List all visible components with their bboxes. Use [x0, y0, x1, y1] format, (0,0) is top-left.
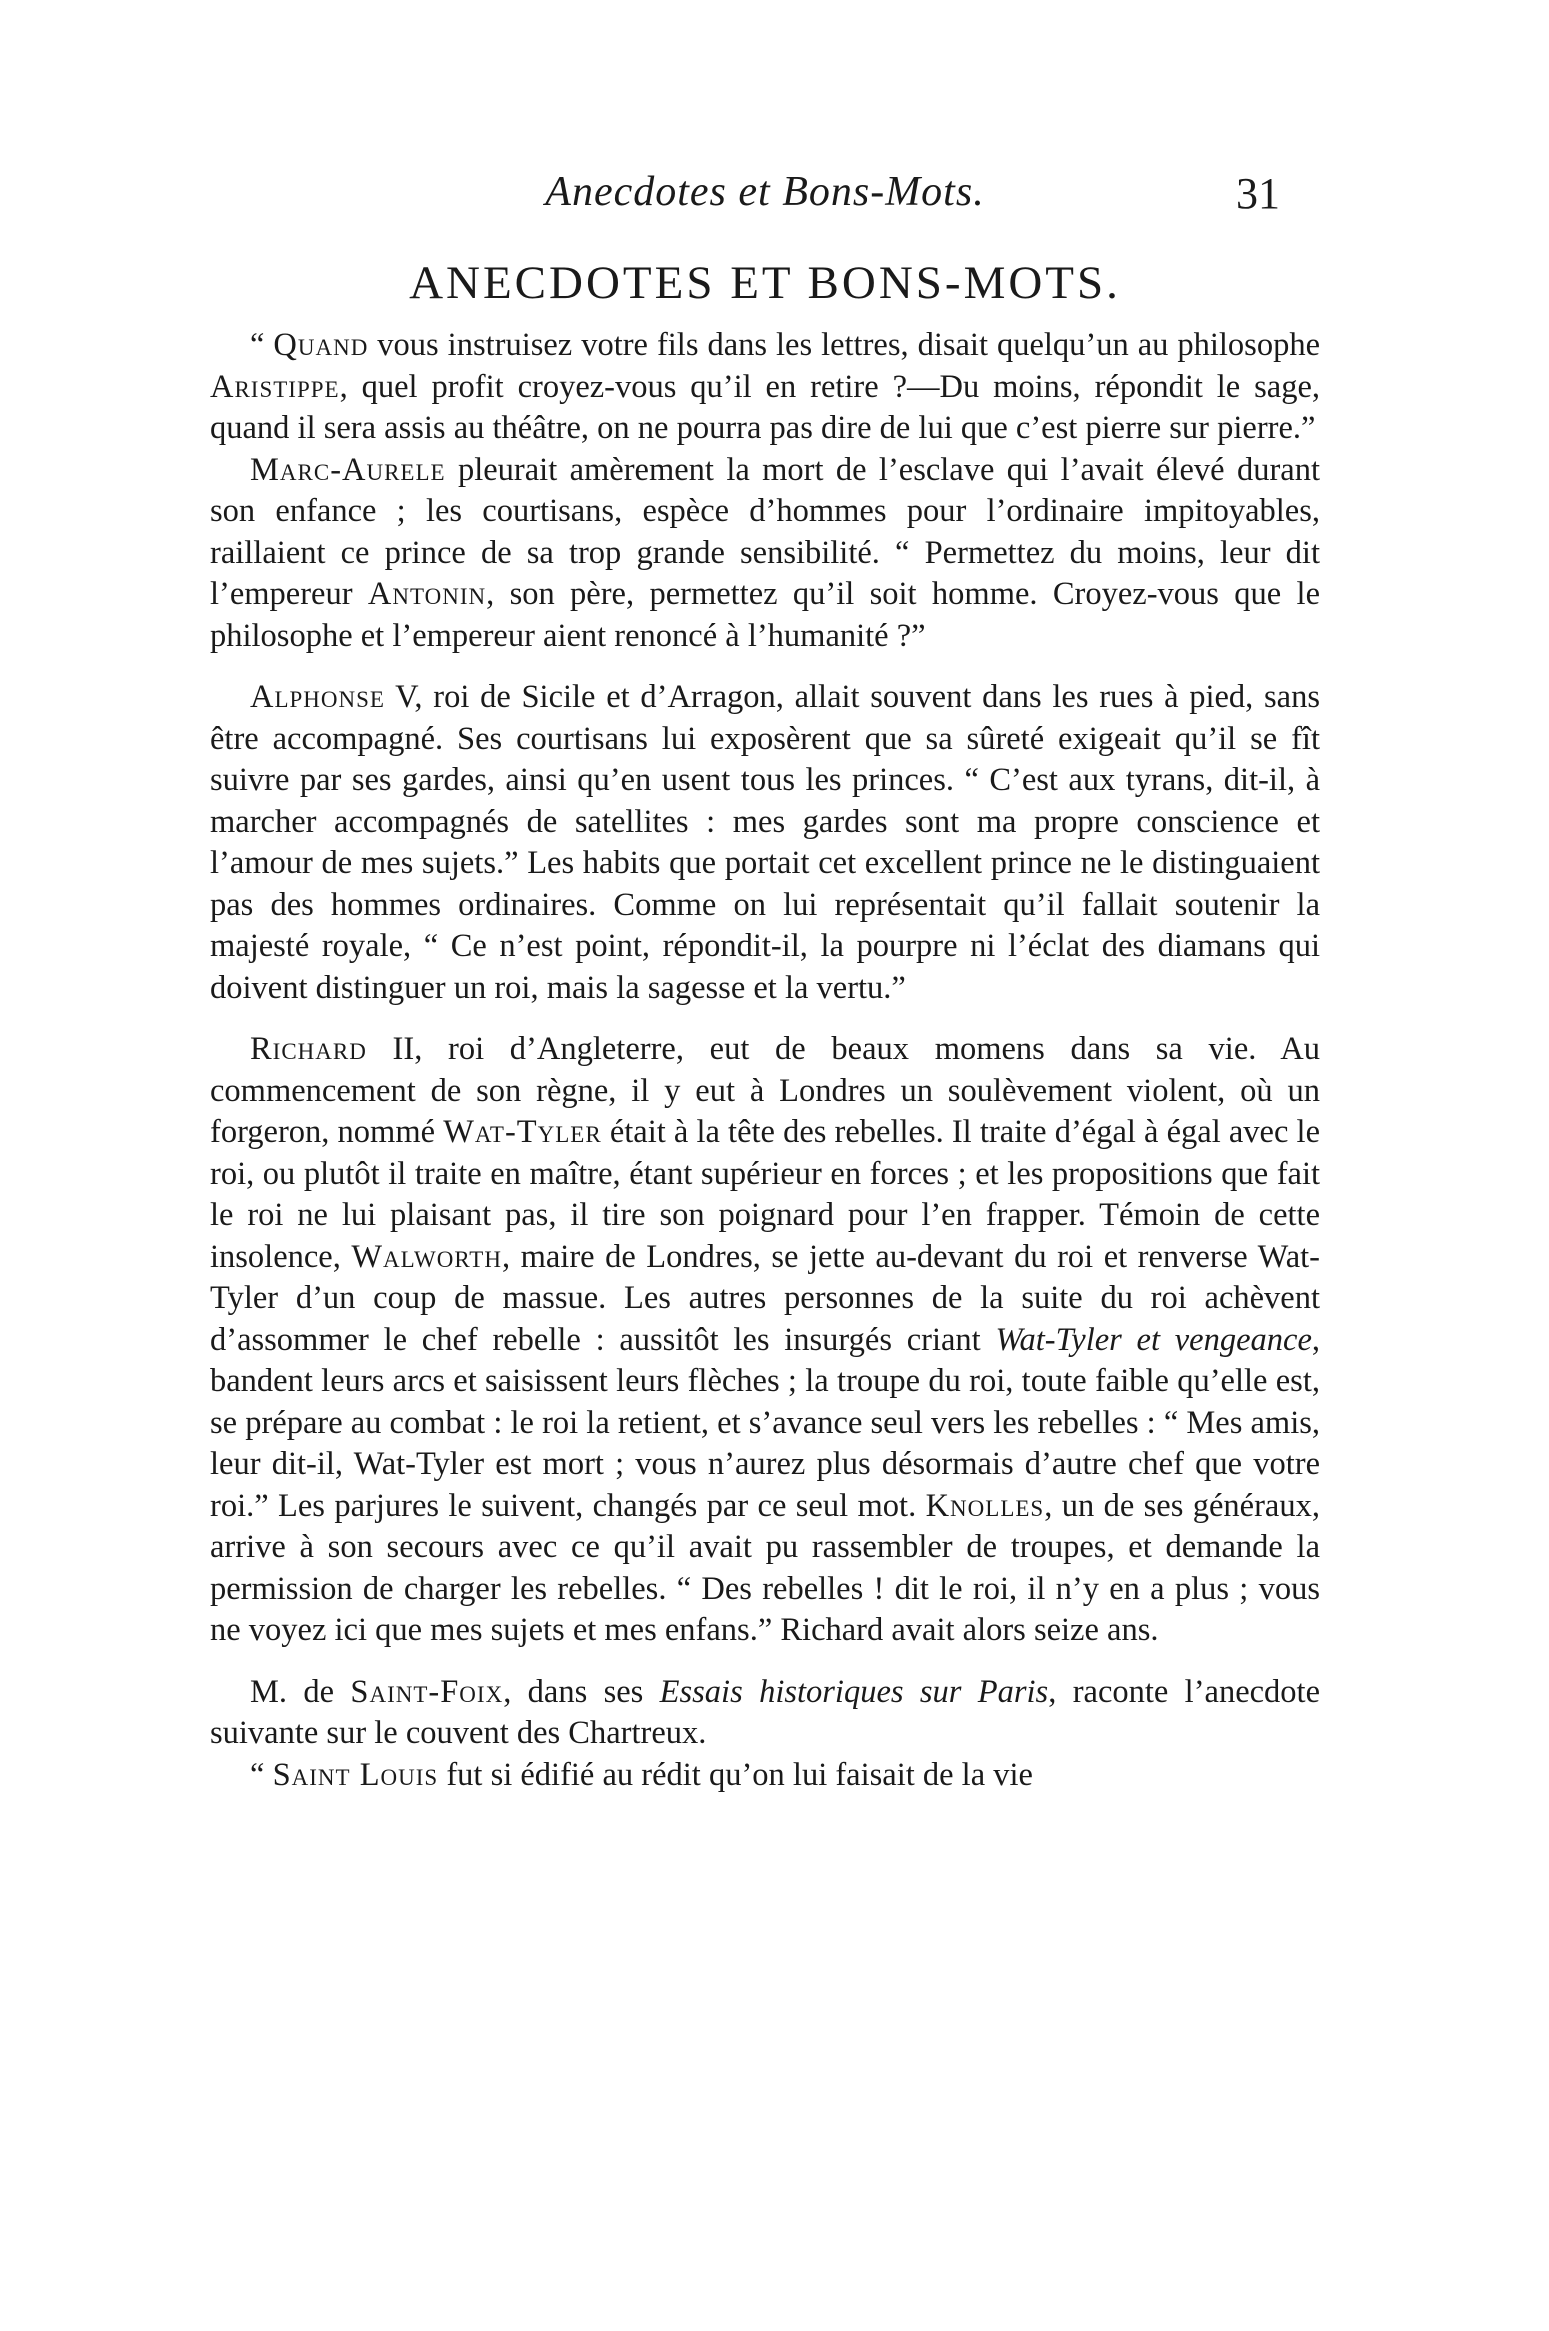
proper-name: Richard [250, 1031, 367, 1067]
proper-name: Wat-Tyler [443, 1114, 602, 1150]
body-text [210, 325, 1320, 1796]
section-title: ANECDOTES ET BONS-MOTS. [409, 257, 1121, 309]
proper-name: Knolles [925, 1487, 1045, 1524]
proper-name: Aristippe [210, 368, 340, 405]
italic-text: Essais historiques sur Paris [659, 1673, 1049, 1710]
proper-name: Antonin [367, 576, 487, 612]
running-head [210, 168, 1320, 228]
proper-name: Walworth [351, 1238, 502, 1275]
proper-name: Alphonse [250, 679, 385, 715]
proper-name: Saint-Foix [350, 1673, 504, 1710]
paragraph [210, 1029, 1320, 1652]
text-segment: “ [250, 327, 274, 363]
running-title: Anecdotes et Bons-Mots. [545, 169, 985, 215]
paragraph [210, 1672, 1320, 1755]
text-segment: , dans ses [503, 1673, 660, 1710]
proper-name: Quand [273, 327, 369, 363]
italic-text: Wat-Tyler et vengeance [995, 1321, 1312, 1358]
paragraph [210, 1755, 1320, 1797]
text-segment: , maire de Londres, se jette au-devant du roi et renverse Wat-Tyler d’un coup de massue. Les autres personnes de la suite du roi achèvent d’assommer le chef rebelle : aussitôt les insurgés criant [210, 1238, 1320, 1358]
text-segment: , un de ses généraux, arrive à son secours avec ce qu’il avait pu rassembler de troupes, et demande la permission de charger les rebelles. “ Des rebelles ! dit le roi, il n’y en a plus ; vous ne voyez ici que mes sujets et mes enfans.” Richard avait alors seize ans. [210, 1487, 1320, 1648]
text-segment: M. de [250, 1673, 351, 1710]
text-segment: V, roi de Sicile et d’Arragon, allait souvent dans les rues à pied, sans être accompagné. Ses courtisans lui exposèrent que sa sûreté exigeait qu’il se fît suivre par ses gardes, ainsi qu’en usent tous les princes. “ C’est aux tyrans, dit-il, à marcher accompagnés de satellites : mes gardes sont ma propre conscience et l’amour de mes sujets.” Les habits que portait cet excellent prince ne le distinguaient pas des hommes ordinaires. Comme on lui représentait qu’il fallait soutenir la majesté royale, “ Ce n’est point, répondit-il, la pourpre ni l’éclat des diamans qui doivent distinguer un roi, mais la sagesse et la vertu.” [210, 679, 1320, 1006]
text-segment: fut si édifié au rédit qu’on lui faisait de la vie [438, 1756, 1033, 1793]
page-number: 31 [1236, 169, 1280, 218]
text-segment: , bandent leurs arcs et saisissent leurs flèches ; la troupe du roi, toute faible qu’elle est, se prépare au combat : le roi la retient, et s’avance seul vers les rebelles : “ Mes amis, leur dit-il, Wat-Tyler est mort ; vous n’aurez plus désormais d’autre chef que votre roi.” Les parjures le suivent, changés par ce seul mot. [210, 1321, 1320, 1524]
proper-name: Saint Louis [272, 1756, 439, 1793]
paragraph [210, 677, 1320, 1009]
text-segment: , quel profit croyez-vous qu’il en retire ?—Du moins, répondit le sage, quand il sera assis au théâtre, on ne pourra pas dire de lui que c’est pierre sur pierre.” [210, 368, 1320, 446]
paragraph [210, 325, 1320, 450]
proper-name: Marc-Aurele [250, 451, 446, 488]
text-segment: II, roi d’Angleterre, eut de beaux momens dans sa vie. Au commencement de son règne, il y eut à Londres un soulèvement violent, où un forgeron, nommé [210, 1031, 1320, 1150]
text-segment: “ [250, 1756, 273, 1793]
text-segment: était à la tête des rebelles. Il traite d’égal à égal avec le roi, ou plutôt il traite en maître, étant supérieur en forces ; et les propositions que fait le roi ne lui plaisant pas, il tire son poignard pour l’en frapper. Témoin de cette insolence, [210, 1114, 1320, 1275]
paragraph [210, 450, 1320, 658]
text-segment: vous instruisez votre fils dans les lettres, disait quelqu’un au philosophe [368, 327, 1320, 363]
text-segment: pleurait amèrement la mort de l’esclave qui l’avait élevé durant son enfance ; les courtisans, espèce d’hommes pour l’ordinaire impitoyables, raillaient ce prince de sa trop grande sensibilité. “ Permettez du moins, leur dit l’empereur [210, 451, 1320, 612]
text-segment: , raconte l’anecdote suivante sur le couvent des Chartreux. [210, 1673, 1321, 1751]
text-segment: , son père, permettez qu’il soit homme. Croyez-vous que le philosophe et l’empereur aient renoncé à l’humanité ?” [210, 576, 1320, 654]
